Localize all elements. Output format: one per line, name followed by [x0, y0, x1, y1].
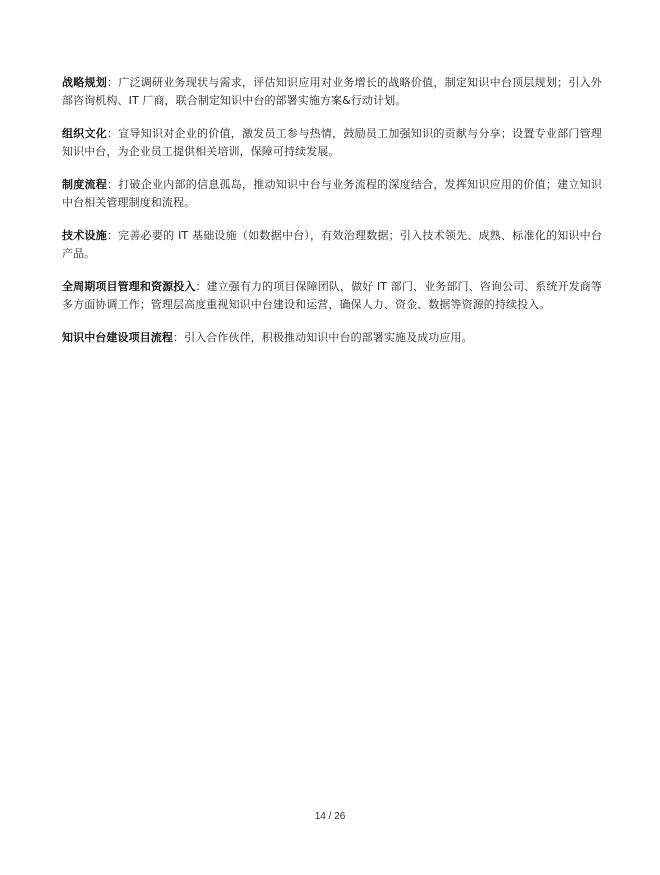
paragraph-term: 组织文化 [62, 127, 108, 140]
paragraph-text: ：建立强有力的项目保障团队，做好 IT 部门、业务部门、咨询公司、系统开发商等多方面协调工作；管理层高度重视知识中台建设和运营，确保人力、资金、数据等资源的持续投入。 [62, 280, 602, 311]
paragraph-text: ：打破企业内部的信息孤岛，推动知识中台与业务流程的深度结合，发挥知识应用的价值；建立知识中台相关管理制度和流程。 [62, 178, 602, 209]
paragraph-text: ：广泛调研业务现状与需求，评估知识应用对业务增长的战略价值，制定知识中台顶层规划；引入外部咨询机构、IT 厂商，联合制定知识中台的部署实施方案&行动计划。 [62, 76, 602, 107]
paragraph-system-process [62, 176, 602, 212]
page-number: 14 / 26 [314, 811, 346, 822]
paragraph-organization-culture [62, 125, 602, 161]
paragraph-project-management [62, 278, 602, 314]
paragraph-term: 制度流程 [62, 178, 108, 191]
paragraph-text: ：引入合作伙伴，积极推动知识中台的部署实施及成功应用。 [173, 331, 473, 344]
paragraph-term: 技术设施 [62, 229, 107, 242]
document-body [62, 74, 602, 362]
paragraph-text: ：完善必要的 IT 基础设施（如数据中台），有效治理数据；引入技术领先、成熟、标准化的知识中台产品。 [62, 229, 602, 260]
paragraph-term: 全周期项目管理和资源投入 [62, 280, 196, 293]
paragraph-strategy-planning [62, 74, 602, 110]
paragraph-text: ：宣导知识对企业的价值，激发员工参与热情，鼓励员工加强知识的贡献与分享；设置专业部门管理知识中台，为企业员工提供相关培训，保障可持续发展。 [62, 127, 602, 158]
paragraph-project-process [62, 329, 602, 347]
paragraph-term: 知识中台建设项目流程 [62, 331, 173, 344]
paragraph-tech-infrastructure [62, 227, 602, 263]
paragraph-term: 战略规划 [62, 76, 108, 89]
